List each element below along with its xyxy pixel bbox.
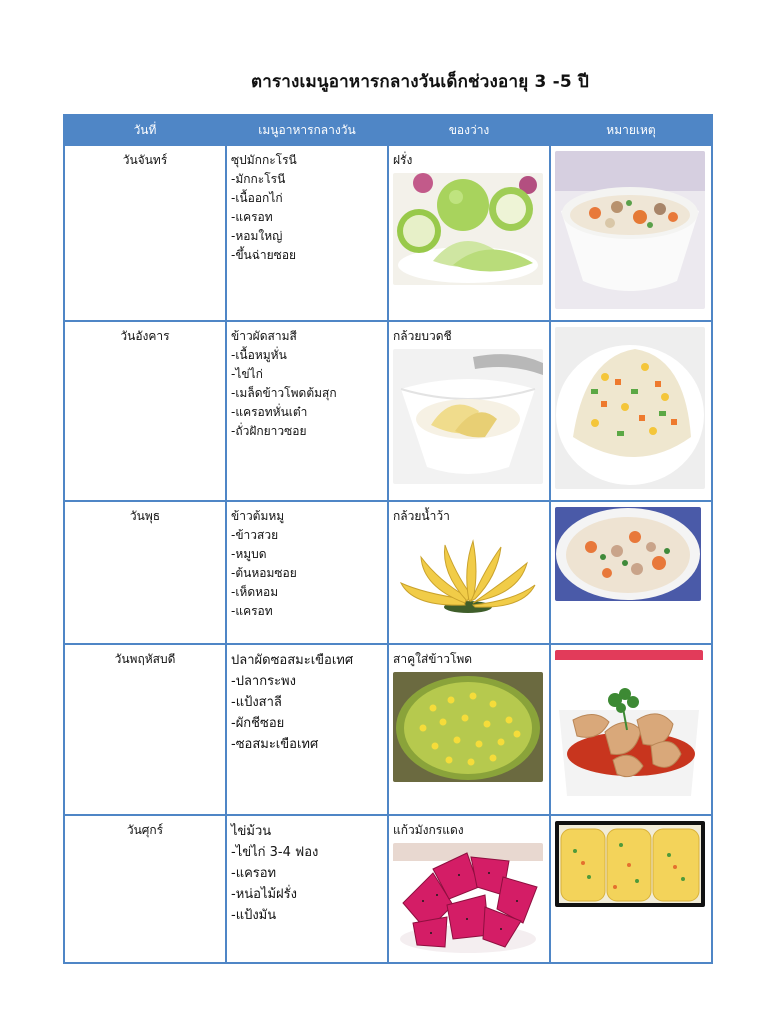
day-cell: วันอังคาร — [64, 321, 226, 501]
header-snack: ของว่าง — [388, 115, 550, 145]
snack-name: กล้วยบวดชี — [393, 329, 452, 343]
ingredient: -ซอสมะเขือเทศ — [231, 737, 319, 752]
table-row-monday — [64, 145, 712, 321]
fish-tomato-sauce-photo — [555, 650, 703, 802]
note-cell — [550, 644, 712, 815]
snack-cell — [388, 501, 550, 644]
lunch-name: ไข่ม้วน — [231, 824, 272, 839]
ingredient: -ขึ้นฉ่ายซอย — [231, 248, 297, 262]
ingredient: -เนื้อหมูหั่น — [231, 348, 287, 362]
lunch-menu-table — [63, 114, 713, 964]
ingredient: -ต้นหอมซอย — [231, 566, 297, 580]
guava-photo — [393, 173, 543, 285]
ingredient: -ถั่วฝักยาวซอย — [231, 424, 307, 438]
snack-cell — [388, 644, 550, 815]
snack-name: แก้วมังกรแดง — [393, 823, 464, 837]
day-cell: วันจันทร์ — [64, 145, 226, 321]
snack-name: ฝรั่ง — [393, 153, 413, 167]
lunch-name: ข้าวต้มหมู — [231, 509, 285, 523]
ingredient: -แป้งมัน — [231, 908, 277, 923]
three-color-fried-rice-photo — [555, 327, 705, 489]
lunch-cell — [226, 644, 388, 815]
ingredient: -ผักชีซอย — [231, 716, 285, 731]
ingredient: -หอมใหญ่ — [231, 229, 283, 243]
red-dragon-fruit-photo — [393, 843, 543, 953]
table-row-tuesday — [64, 321, 712, 501]
banana-in-coconut-milk-photo — [393, 349, 543, 484]
macaroni-soup-photo — [555, 151, 705, 309]
sago-with-corn-photo — [393, 672, 543, 782]
snack-cell — [388, 321, 550, 501]
note-cell — [550, 501, 712, 644]
lunch-cell — [226, 501, 388, 644]
ingredient: -แครอทหั่นเต๋า — [231, 405, 308, 419]
ingredient: -ปลากระพง — [231, 674, 296, 689]
lunch-cell — [226, 321, 388, 501]
ingredient: -เนื้ออกไก่ — [231, 191, 283, 205]
snack-name: กล้วยน้ำว้า — [393, 509, 450, 523]
snack-name: สาคูใส่ข้าวโพด — [393, 652, 473, 666]
bananas-photo — [393, 529, 543, 617]
day-cell: วันศุกร์ — [64, 815, 226, 963]
page-title: ตารางเมนูอาหารกลางวันเด็กช่วงอายุ 3 -5 ปี — [250, 72, 590, 92]
ingredient: -หมูบด — [231, 547, 267, 561]
table-row-friday — [64, 815, 712, 963]
lunch-cell — [226, 815, 388, 963]
note-cell — [550, 145, 712, 321]
ingredient: -มักกะโรนี — [231, 172, 286, 186]
ingredient: -หน่อไม้ฝรั่ง — [231, 887, 298, 902]
pork-rice-soup-photo — [555, 507, 701, 601]
day-cell: วันพฤหัสบดี — [64, 644, 226, 815]
ingredient: -แครอท — [231, 210, 273, 224]
note-cell — [550, 815, 712, 963]
note-cell — [550, 321, 712, 501]
snack-cell — [388, 815, 550, 963]
rolled-omelette-photo — [555, 821, 705, 907]
lunch-name: ข้าวผัดสามสี — [231, 329, 297, 343]
snack-cell — [388, 145, 550, 321]
lunch-name: ซุปมักกะโรนี — [231, 153, 297, 167]
ingredient: -เมล็ดข้าวโพดต้มสุก — [231, 386, 337, 400]
header-note: หมายเหตุ — [550, 115, 712, 145]
lunch-cell — [226, 145, 388, 321]
header-lunch: เมนูอาหารกลางวัน — [226, 115, 388, 145]
ingredient: -แครอท — [231, 604, 273, 618]
lunch-name: ปลาผัดซอสมะเขือเทศ — [231, 653, 354, 668]
day-cell: วันพุธ — [64, 501, 226, 644]
ingredient: -ไข่ไก่ — [231, 367, 263, 381]
table-row-thursday — [64, 644, 712, 815]
ingredient: -เห็ดหอม — [231, 585, 279, 599]
ingredient: -แครอท — [231, 866, 277, 881]
header-day: วันที่ — [64, 115, 226, 145]
ingredient: -ข้าวสวย — [231, 528, 279, 542]
ingredient: -แป้งสาลี — [231, 695, 282, 710]
header-row — [64, 115, 712, 145]
ingredient: -ไข่ไก่ 3-4 ฟอง — [231, 845, 319, 860]
table-row-wednesday — [64, 501, 712, 644]
